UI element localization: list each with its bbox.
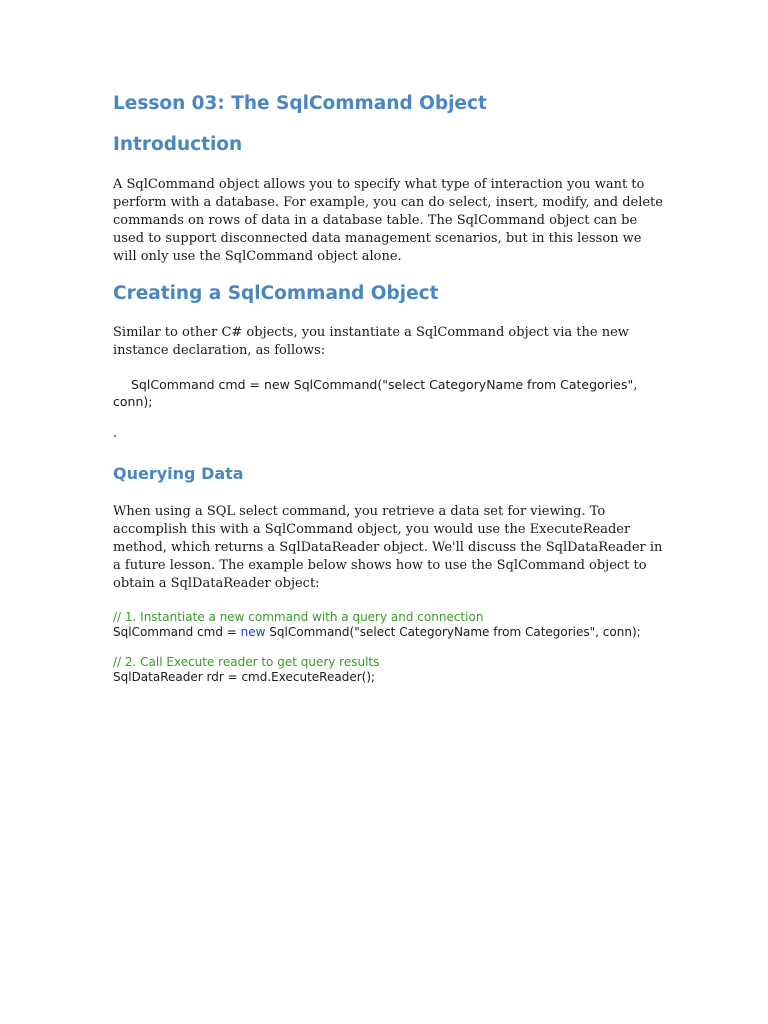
introduction-heading: Introduction [113, 134, 243, 155]
querying-data-paragraph: When using a SQL select command, you retrieve a data set for viewing. To accomplish this with a SqlCommand object, you would use the ExecuteReader method, which returns a SqlDataReader object. We'll discuss the SqlDataReader in a future lesson. The example below shows how to use the SqlCommand object to obtain a SqlDataReader object: [113, 504, 663, 591]
code-line-execute-reader: SqlDataReader rdr = cmd.ExecuteReader(); [113, 670, 376, 684]
stray-period: . [113, 426, 118, 441]
code-comment-2: // 2. Call Execute reader to get query results [113, 655, 380, 669]
creating-sqlcommand-paragraph: Similar to other C# objects, you instantiate a SqlCommand object via the new instance declaration, as follows: [113, 325, 629, 358]
querying-data-heading: Querying Data [113, 464, 244, 483]
create-code-line-1: SqlCommand cmd = new SqlCommand("select CategoryName from Categories", [131, 377, 638, 392]
code-line-instantiate [113, 625, 641, 640]
create-code-line-2: conn); [113, 394, 153, 409]
code-line-1-start: SqlCommand cmd = [113, 625, 241, 639]
code-keyword-new: new [240, 625, 266, 639]
introduction-paragraph: A SqlCommand object allows you to specify what type of interaction you want to perform with a database. For example, you can do select, insert, modify, and delete commands on rows of data in a database table. The SqlCommand object can be used to support disconnected data management scenarios, but in this lesson we will only use the SqlCommand object alone. [113, 177, 663, 264]
create-code-example [113, 376, 673, 410]
code-line-1-end: SqlCommand("select CategoryName from Categories", conn); [265, 625, 641, 639]
code-comment-1: // 1. Instantiate a new command with a query and connection [113, 610, 484, 624]
lesson-title: Lesson 03: The SqlCommand Object [113, 93, 487, 114]
creating-sqlcommand-heading: Creating a SqlCommand Object [113, 283, 439, 304]
